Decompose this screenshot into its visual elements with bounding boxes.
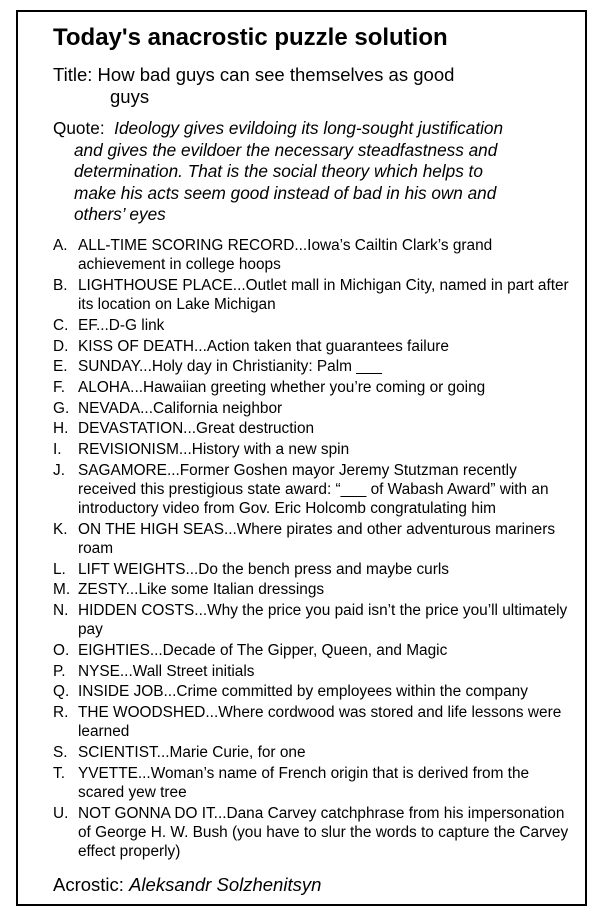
clue-text: ALL-TIME SCORING RECORD...Iowa’s Cailtin Clark’s grand achievement in college hoops — [78, 237, 493, 274]
clue-letter: T. — [53, 764, 65, 782]
clue-text: LIGHTHOUSE PLACE...Outlet mall in Michigan City, named in part after its location on Lake Michigan — [78, 276, 569, 314]
clue-text: REVISIONISM...History with a new spin — [78, 441, 350, 459]
clue-item-a — [53, 236, 573, 274]
clue-letter: O. — [53, 642, 70, 660]
clue-item-b — [53, 276, 573, 314]
clue-letter: G. — [53, 399, 70, 417]
quote-text-line-3: determination. That is the social theory which helps to — [74, 161, 483, 181]
clue-text: NEVADA...California neighbor — [78, 399, 283, 417]
clue-item-t — [53, 764, 573, 802]
clue-item-g — [53, 399, 573, 418]
clue-item-p — [53, 662, 573, 681]
acrostic-answer — [53, 874, 321, 896]
clue-item-h — [53, 419, 573, 438]
clue-item-s — [53, 743, 573, 762]
clue-letter: R. — [53, 704, 69, 722]
clue-text: THE WOODSHED...Where cordwood was stored and life lessons were learned — [78, 704, 562, 741]
quote-text-line-1: Ideology gives evildoing its long-sought justification — [114, 118, 504, 138]
quote-section — [53, 118, 568, 226]
clue-letter: K. — [53, 520, 68, 538]
clue-letter: D. — [53, 337, 69, 355]
clue-letter: P. — [53, 662, 66, 680]
clue-text: KISS OF DEATH...Action taken that guarantees failure — [78, 337, 449, 355]
clue-letter: B. — [53, 276, 68, 294]
quote-body — [53, 140, 568, 226]
clue-item-d — [53, 337, 573, 356]
clue-text: YVETTE...Woman’s name of French origin that is derived from the scared yew tree — [78, 764, 530, 801]
quote-text-line-4: make his acts seem good instead of bad in his own and — [74, 182, 497, 203]
clue-letter: N. — [53, 602, 69, 620]
clue-letter: C. — [53, 316, 69, 334]
clue-text: INSIDE JOB...Crime committed by employees within the company — [78, 683, 528, 701]
quote-line-1 — [53, 118, 568, 140]
clue-item-k — [53, 520, 573, 558]
page-title: Today's anacrostic puzzle solution — [53, 24, 448, 51]
clue-item-c — [53, 316, 573, 335]
clue-letter: E. — [53, 358, 68, 376]
clue-text: SAGAMORE...Former Goshen mayor Jeremy Stutzman recently received this prestigious state award: “___ of Wabash Award” with an introductory video from Gov. Eric Holcomb congratulating him — [78, 461, 549, 518]
clue-item-i — [53, 440, 573, 459]
clue-letter: I. — [53, 441, 62, 459]
clue-text: DEVASTATION...Great destruction — [78, 420, 315, 438]
clue-item-q — [53, 682, 573, 701]
clue-text: ON THE HIGH SEAS...Where pirates and other adventurous mariners roam — [78, 520, 556, 558]
clue-item-j — [53, 461, 573, 519]
clue-text: NOT GONNA DO IT...Dana Carvey catchphrase from his impersonation of George H. W. Bush (you have to slur the words to capture the Carvey effect properly) — [78, 804, 569, 861]
quote-label: Quote: — [53, 118, 105, 138]
clue-text: ZESTY...Like some Italian dressings — [78, 581, 325, 599]
clue-list — [53, 236, 573, 863]
clue-text: SUNDAY...Holy day in Christianity: Palm ___ — [78, 358, 382, 376]
clue-item-f — [53, 378, 573, 397]
clue-letter: J. — [53, 461, 65, 479]
clue-text: SCIENTIST...Marie Curie, for one — [78, 744, 306, 762]
clue-text: ALOHA...Hawaiian greeting whether you’re coming or going — [78, 378, 486, 396]
clue-letter: A. — [53, 237, 68, 254]
title-line-1 — [53, 64, 533, 86]
clue-letter: U. — [53, 804, 69, 822]
clue-item-l — [53, 560, 573, 579]
clue-item-o — [53, 641, 573, 660]
title-label: Title: — [53, 64, 93, 85]
clue-letter: S. — [53, 744, 68, 762]
clue-letter: M. — [53, 581, 71, 599]
clue-text: HIDDEN COSTS...Why the price you paid isn’t the price you’ll ultimately pay — [78, 602, 568, 639]
quote-text-line-5: others’ eyes — [74, 204, 166, 224]
clue-text: LIFT WEIGHTS...Do the bench press and maybe curls — [78, 560, 449, 578]
clue-letter: H. — [53, 420, 69, 438]
clue-letter: F. — [53, 378, 65, 396]
clue-item-u — [53, 804, 573, 862]
title-section — [53, 64, 533, 108]
clue-text: NYSE...Wall Street initials — [78, 662, 255, 680]
acrostic-value: Aleksandr Solzhenitsyn — [129, 874, 322, 895]
clue-item-n — [53, 601, 573, 639]
clue-item-m — [53, 580, 573, 599]
clue-text: EF...D-G link — [78, 316, 165, 334]
clue-text: EIGHTIES...Decade of The Gipper, Queen, and Magic — [78, 642, 448, 660]
clue-item-e — [53, 357, 573, 376]
acrostic-label: Acrostic: — [53, 874, 124, 895]
clue-letter: Q. — [53, 683, 70, 701]
title-text-line-2: guys — [110, 86, 150, 107]
title-text-line-1: How bad guys can see themselves as good — [97, 64, 455, 85]
clue-letter: L. — [53, 560, 66, 578]
clue-item-r — [53, 703, 573, 741]
quote-text-line-2: and gives the evildoer the necessary steadfastness and — [74, 139, 498, 160]
